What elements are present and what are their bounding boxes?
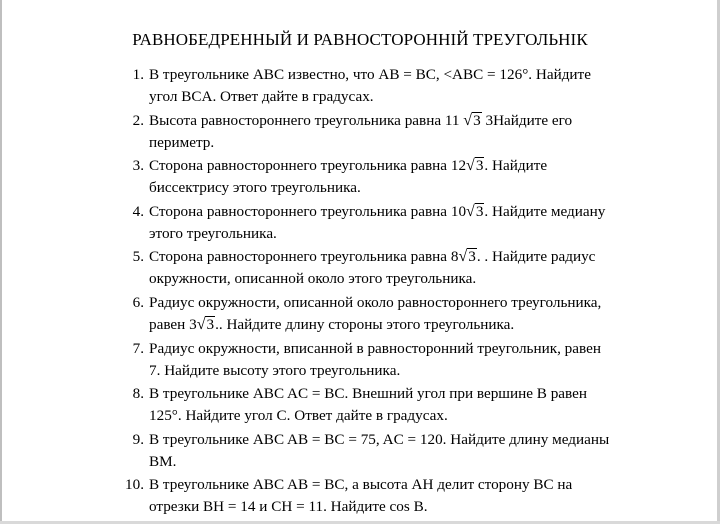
task-text-line: этого треугольника. — [149, 224, 277, 242]
task-text-line — [149, 314, 669, 336]
task-item-1 — [0, 64, 669, 108]
task-text-line: Радиус окружности, описанной около равностороннего треугольника, — [149, 293, 602, 311]
task-number: 2. — [132, 111, 144, 129]
task-text-line: 7. Найдите высоту этого треугольника. — [149, 361, 401, 379]
sqrt-sign: √ — [196, 315, 206, 333]
task-text-line: В треугольнике ABC AB = BC, а высота AH делит сторону BC на — [149, 476, 573, 494]
task-item-10 — [0, 474, 669, 518]
task-text: . . Найдите радиус — [476, 248, 596, 266]
task-item-7 — [0, 338, 669, 382]
document-title: РАВНОБЕДРЕННЫЙ И РАВНОСТОРОННІЙ ТРЕУГОЛЬНIК — [132, 30, 588, 49]
sqrt-radicand: 3 — [206, 315, 215, 333]
task-text-line: 125°. Найдите угол C. Ответ дайте в градусах. — [149, 407, 448, 425]
task-number: 5. — [132, 248, 144, 266]
sqrt-sign: √ — [458, 248, 468, 266]
task-text: равен 3 — [149, 315, 197, 333]
sqrt-sign: √ — [466, 157, 475, 175]
task-item-6 — [0, 292, 669, 336]
task-text: . Найдите медиану — [484, 202, 606, 220]
task-text: Сторона равностороннего треугольника равна 10 — [149, 202, 467, 220]
task-number: 1. — [132, 66, 144, 83]
task-text-line: угол BCA. Ответ дайте в градусах. — [149, 88, 374, 105]
task-text-line: отрезки BH = 14 и CH = 11. Найдите cos B. — [149, 498, 428, 516]
sqrt-radicand: 3 — [468, 248, 476, 266]
task-text-line: окружности, описанной около этого треугольника. — [149, 270, 477, 288]
task-number: 10. — [125, 476, 144, 494]
task-text-line: периметр. — [149, 133, 215, 151]
task-text-line — [149, 110, 669, 132]
task-item-5 — [0, 246, 669, 290]
task-item-8 — [0, 383, 669, 427]
task-number: 3. — [132, 157, 144, 175]
task-number: 8. — [132, 385, 144, 403]
sqrt-sign: √ — [466, 202, 475, 220]
task-item-4 — [0, 201, 669, 245]
task-item-3 — [0, 155, 669, 199]
task-number: 9. — [132, 430, 144, 448]
task-item-9 — [0, 429, 669, 473]
task-text-line — [149, 201, 669, 223]
task-list — [0, 64, 720, 520]
task-item-2 — [0, 110, 669, 154]
task-text: Сторона равностороннего треугольника равна 12 — [149, 157, 467, 175]
task-text-line: биссектрису этого треугольника. — [149, 179, 361, 197]
sqrt-radicand: 3 — [475, 157, 484, 175]
task-text-line: В треугольнике ABC AC = BC. Внешний угол при вершине B равен — [149, 385, 587, 403]
sqrt-sign: √ — [463, 111, 473, 129]
task-number: 7. — [132, 339, 144, 357]
task-text-line: Радиус окружности, вписанной в равносторонний треугольник, равен — [149, 339, 601, 357]
task-text: Сторона равностороннего треугольника равна 8 — [149, 248, 459, 266]
task-text-line: BM. — [149, 452, 177, 470]
sqrt-radicand: 3 — [473, 111, 481, 129]
task-text: 3Найдите его — [481, 111, 573, 129]
task-number: 6. — [132, 293, 144, 311]
task-text: Высота равностороннего треугольника равна 11 — [149, 111, 464, 129]
task-text-line: В треугольнике ABC AB = BC = 75, AC = 120. Найдите длину медианы — [149, 430, 610, 448]
task-number: 4. — [132, 202, 144, 220]
task-text-line — [149, 155, 669, 177]
task-text: .. Найдите длину стороны этого треугольника. — [215, 315, 515, 333]
task-text-line — [149, 246, 669, 268]
sqrt-radicand: 3 — [475, 202, 484, 220]
task-text-line: В треугольнике ABC известно, что AB = BC, <ABC = 126°. Найдите — [149, 66, 591, 83]
task-text: . Найдите — [484, 157, 548, 175]
